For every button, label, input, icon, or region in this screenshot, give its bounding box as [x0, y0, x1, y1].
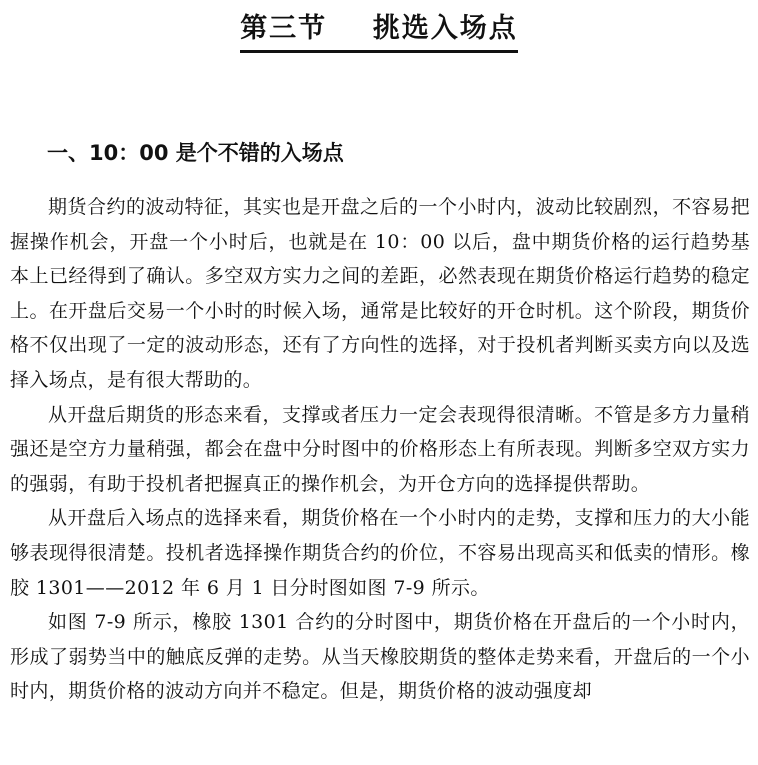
paragraph-2: 从开盘后期货的形态来看，支撑或者压力一定会表现得很清晰。不管是多方力量稍强还是空方力量稍强，都会在盘中分时图中的价格形态上有所表现。判断多空双方实力的强弱，有助于投机者把握真正的操作机会，为开仓方向的选择提供帮助。: [10, 403, 750, 495]
body-text: [10, 190, 750, 709]
paragraph-3: 从开盘后入场点的选择来看，期货价格在一个小时内的走势，支撑和压力的大小能够表现得很清楚。投机者选择操作期货合约的价位，不容易出现高买和低卖的情形。橡胶 1301——2012 年 6 月 1 日分时图如图 7-9 所示。: [10, 507, 750, 599]
paragraph-1: 期货合约的波动特征，其实也是开盘之后的一个小时内，波动比较剧烈，不容易把握操作机会，开盘一个小时后，也就是在 10：00 以后，盘中期货价格的运行趋势基本上已经得到了确认。多空双方实力之间的差距，必然表现在期货价格运行趋势的稳定上。在开盘后交易一个小时的时候入场，通常是比较好的开仓时机。这个阶段，期货价格不仅出现了一定的波动形态，还有了方向性的选择，对于投机者判断买卖方向以及选择入场点，是有很大帮助的。: [10, 196, 750, 391]
section-heading: 一、10：00 是个不错的入场点: [47, 141, 344, 165]
paragraph-4: 如图 7-9 所示，橡胶 1301 合约的分时图中，期货价格在开盘后的一个小时内，形成了弱势当中的触底反弹的走势。从当天橡胶期货的整体走势来看，开盘后的一个小时内，期货价格的波动方向并不稳定。但是，期货价格的波动强度却: [10, 611, 750, 703]
chapter-title: [0, 10, 758, 53]
chapter-title-text: 第三节 挑选入场点: [240, 10, 518, 53]
